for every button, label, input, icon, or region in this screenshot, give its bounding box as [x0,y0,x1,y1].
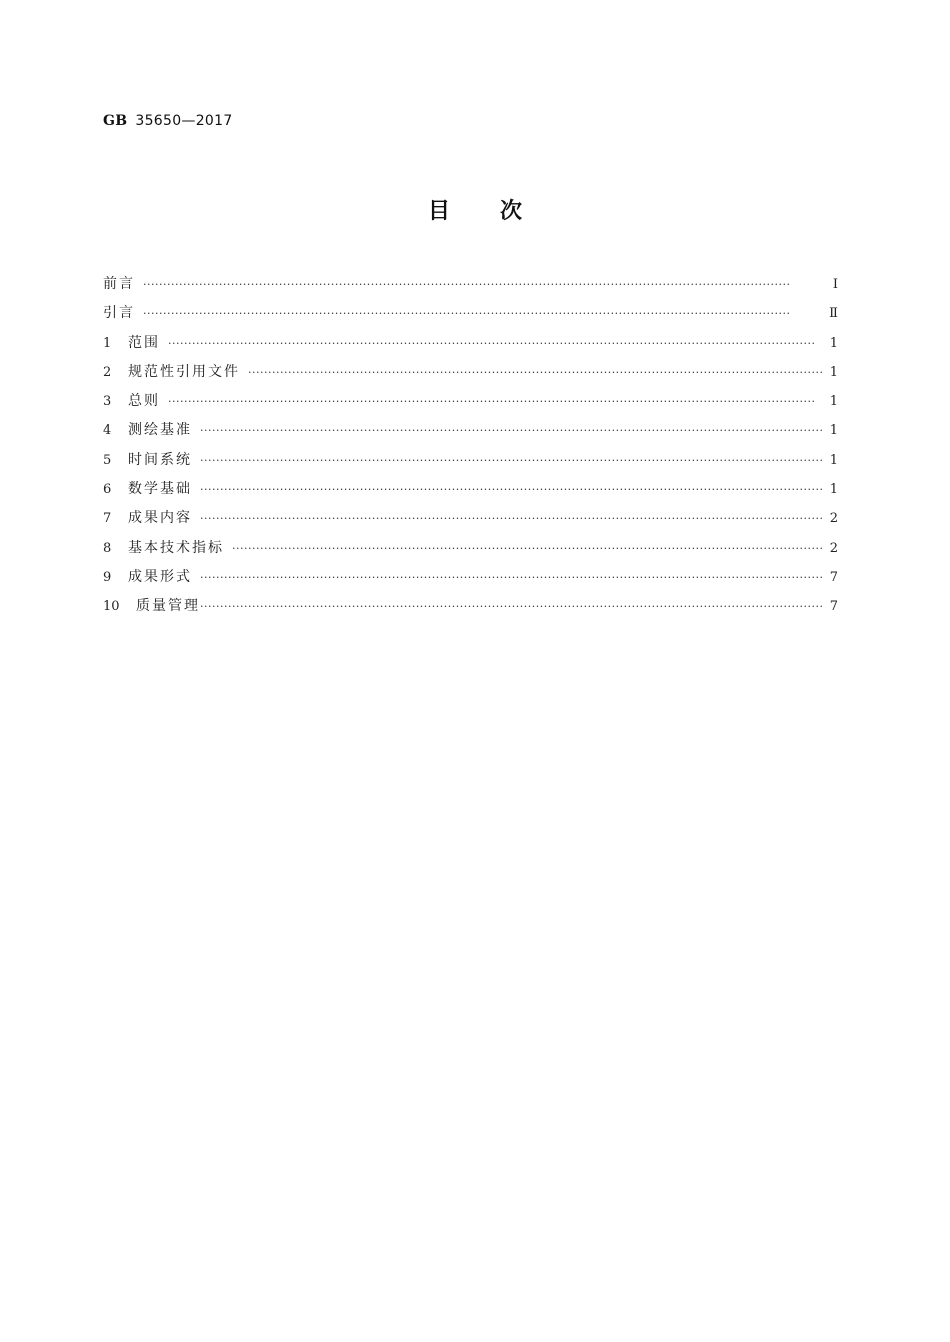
toc-entry-10[interactable] [103,592,838,621]
toc-dot-leader [143,299,823,328]
toc-dot-leader [143,270,824,299]
toc-dot-leader [200,446,824,475]
toc-title: 目次 [427,199,572,224]
toc-entry-page: 7 [829,569,838,585]
toc-dot-leader [168,387,824,416]
toc-entry-introduction[interactable] [103,299,838,328]
toc-entry-number: 3 [103,394,112,410]
toc-entry-3[interactable] [103,387,838,416]
toc-entry-number: 7 [103,511,112,527]
toc-entry-7[interactable] [103,504,838,533]
toc-entry-page: 1 [829,364,838,380]
toc-dot-leader [200,592,824,621]
toc-dot-leader [248,358,824,387]
standard-code: GB [103,113,128,129]
toc-entry-label: 测绘基准 [128,422,192,439]
toc-dot-leader [168,329,824,358]
toc-entry-label: 成果内容 [128,510,192,527]
toc-entry-label: 范围 [128,334,160,351]
toc-entry-number: 6 [103,482,112,498]
standard-number: 35650—2017 [135,113,233,129]
toc-entry-number: 10 [103,599,120,615]
toc-entry-2[interactable] [103,358,838,387]
toc-entry-page: 1 [829,452,838,468]
toc-entry-page: 1 [829,423,838,439]
toc-dot-leader [200,563,824,592]
toc-dot-leader [200,475,824,504]
toc-entry-label: 引言 [103,305,135,322]
toc-entry-page: 1 [829,482,838,498]
toc-entry-label: 基本技术指标 [128,539,224,556]
toc-dot-leader [232,534,824,563]
toc-entry-6[interactable] [103,475,838,504]
toc-entry-number: 2 [103,364,112,380]
standard-number-header [103,113,233,129]
toc-entry-4[interactable] [103,416,838,445]
toc-entry-label: 前言 [103,276,135,292]
toc-entry-page: 1 [829,335,838,351]
toc-entry-number: 5 [103,452,112,468]
toc-entry-number: 9 [103,569,112,585]
toc-entry-page: 2 [829,511,838,527]
toc-entry-number: 8 [103,540,112,556]
toc-entry-9[interactable] [103,563,838,592]
toc-entry-label: 数学基础 [128,481,192,498]
toc-entry-page: Ⅱ [829,306,838,322]
toc-entry-label: 规范性引用文件 [128,363,240,380]
table-of-contents [103,270,838,622]
toc-entry-number: 1 [103,335,112,351]
toc-dot-leader [200,504,824,533]
toc-entry-label: 总则 [128,393,160,410]
toc-entry-foreword[interactable] [103,270,838,299]
toc-entry-page: 2 [829,540,838,556]
toc-entry-page: 1 [829,394,838,410]
toc-entry-page: Ⅰ [832,277,838,292]
toc-entry-5[interactable] [103,446,838,475]
toc-entry-label: 时间系统 [128,451,192,468]
toc-entry-1[interactable] [103,329,838,358]
toc-dot-leader [200,416,824,445]
toc-entry-page: 7 [829,599,838,615]
toc-entry-number: 4 [103,423,112,439]
toc-entry-8[interactable] [103,534,838,563]
toc-entry-label: 质量管理 [136,598,200,615]
toc-entry-label: 成果形式 [128,568,192,585]
